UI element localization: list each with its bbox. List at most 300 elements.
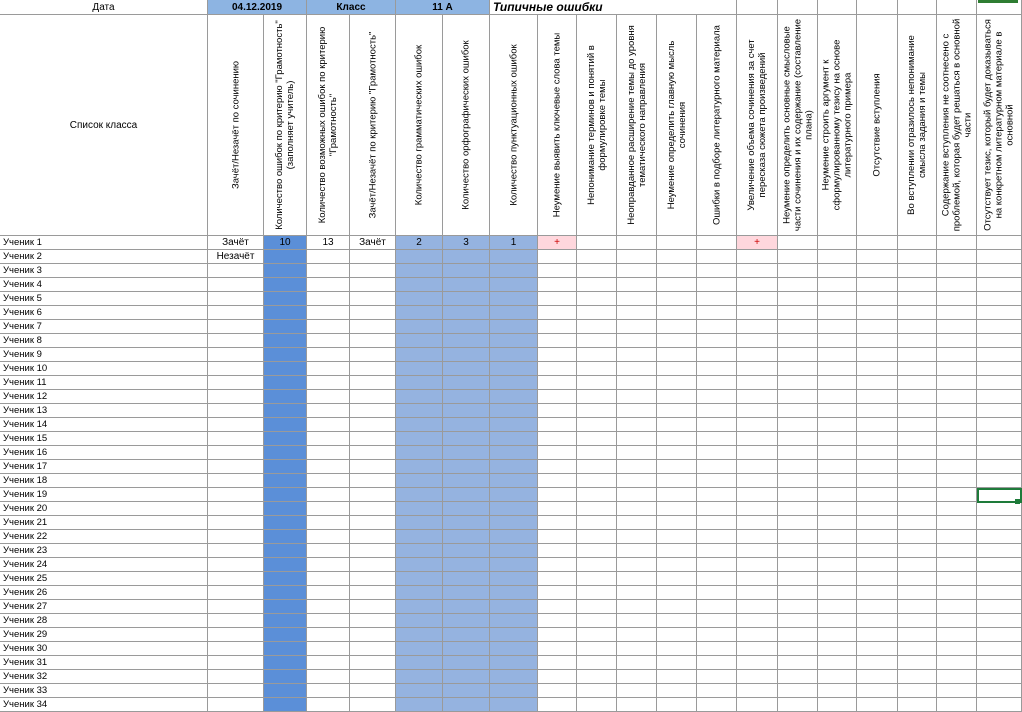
data-cell[interactable] (396, 348, 443, 362)
data-cell[interactable] (898, 614, 937, 628)
data-cell[interactable] (778, 334, 818, 348)
data-cell[interactable] (577, 362, 617, 376)
data-cell[interactable] (697, 376, 737, 390)
data-cell[interactable] (657, 474, 697, 488)
data-cell[interactable] (443, 264, 490, 278)
data-cell[interactable] (208, 320, 264, 334)
data-cell[interactable] (697, 502, 737, 516)
data-cell[interactable] (778, 236, 818, 250)
data-cell[interactable] (443, 460, 490, 474)
column-header-14[interactable] (778, 15, 818, 236)
data-cell[interactable] (898, 348, 937, 362)
data-cell[interactable] (857, 348, 898, 362)
data-cell[interactable] (577, 446, 617, 460)
data-cell[interactable] (208, 572, 264, 586)
data-cell[interactable] (617, 334, 657, 348)
data-cell[interactable] (737, 628, 778, 642)
data-cell[interactable] (818, 530, 857, 544)
data-cell[interactable] (350, 404, 396, 418)
student-name-cell[interactable] (0, 474, 208, 488)
data-cell[interactable] (737, 250, 778, 264)
data-cell[interactable] (697, 334, 737, 348)
data-cell[interactable] (818, 544, 857, 558)
data-cell[interactable] (857, 292, 898, 306)
data-cell[interactable] (657, 628, 697, 642)
data-cell[interactable] (396, 334, 443, 348)
data-cell[interactable] (396, 264, 443, 278)
data-cell[interactable] (778, 446, 818, 460)
data-cell[interactable] (490, 418, 538, 432)
data-cell[interactable] (977, 236, 1022, 250)
data-cell[interactable] (307, 362, 350, 376)
data-cell[interactable] (396, 460, 443, 474)
student-name-cell[interactable] (0, 236, 208, 250)
data-cell[interactable] (977, 572, 1022, 586)
data-cell[interactable] (737, 432, 778, 446)
data-cell[interactable] (657, 376, 697, 390)
data-cell[interactable] (208, 530, 264, 544)
data-cell[interactable] (307, 404, 350, 418)
data-cell[interactable] (697, 684, 737, 698)
student-name-cell[interactable] (0, 544, 208, 558)
data-cell[interactable] (307, 488, 350, 502)
data-cell[interactable] (898, 572, 937, 586)
data-cell[interactable] (857, 586, 898, 600)
data-cell[interactable] (977, 684, 1022, 698)
data-cell[interactable] (657, 418, 697, 432)
data-cell[interactable] (577, 614, 617, 628)
data-cell[interactable] (778, 642, 818, 656)
data-cell[interactable] (538, 390, 577, 404)
data-cell[interactable] (396, 572, 443, 586)
data-cell[interactable] (350, 250, 396, 264)
data-cell[interactable] (697, 418, 737, 432)
data-cell[interactable] (857, 488, 898, 502)
data-cell[interactable] (443, 628, 490, 642)
data-cell[interactable] (697, 670, 737, 684)
data-cell[interactable] (264, 292, 307, 306)
column-header-10[interactable] (617, 15, 657, 236)
data-cell[interactable] (898, 586, 937, 600)
data-cell[interactable] (208, 614, 264, 628)
data-cell[interactable] (490, 460, 538, 474)
empty-cell[interactable] (898, 0, 937, 15)
data-cell[interactable] (490, 488, 538, 502)
data-cell[interactable] (396, 516, 443, 530)
data-cell[interactable] (490, 264, 538, 278)
data-cell[interactable] (977, 502, 1022, 516)
data-cell[interactable] (490, 404, 538, 418)
data-cell[interactable] (977, 376, 1022, 390)
data-cell[interactable] (778, 502, 818, 516)
data-cell[interactable] (443, 516, 490, 530)
data-cell[interactable] (396, 502, 443, 516)
empty-cell[interactable] (937, 0, 977, 15)
data-cell[interactable] (350, 348, 396, 362)
data-cell[interactable] (857, 502, 898, 516)
data-cell[interactable] (264, 264, 307, 278)
data-cell[interactable] (778, 600, 818, 614)
data-cell[interactable] (617, 614, 657, 628)
data-cell[interactable] (350, 614, 396, 628)
data-cell[interactable] (577, 572, 617, 586)
data-cell[interactable] (396, 250, 443, 264)
data-cell[interactable] (737, 544, 778, 558)
data-cell[interactable] (657, 278, 697, 292)
data-cell[interactable] (208, 460, 264, 474)
data-cell[interactable] (697, 586, 737, 600)
data-cell[interactable] (697, 642, 737, 656)
data-cell[interactable] (443, 348, 490, 362)
data-cell[interactable] (937, 418, 977, 432)
data-cell[interactable] (857, 516, 898, 530)
data-cell[interactable] (396, 306, 443, 320)
data-cell[interactable] (396, 474, 443, 488)
data-cell[interactable] (490, 390, 538, 404)
data-cell[interactable] (818, 390, 857, 404)
data-cell[interactable] (977, 250, 1022, 264)
data-cell[interactable] (577, 292, 617, 306)
data-cell[interactable] (208, 446, 264, 460)
data-cell[interactable] (396, 376, 443, 390)
data-cell[interactable] (443, 684, 490, 698)
data-cell[interactable] (208, 362, 264, 376)
data-cell[interactable] (617, 670, 657, 684)
data-cell[interactable] (857, 404, 898, 418)
data-cell[interactable] (818, 684, 857, 698)
data-cell[interactable] (778, 572, 818, 586)
data-cell[interactable] (264, 530, 307, 544)
data-cell[interactable] (396, 614, 443, 628)
data-cell[interactable] (937, 530, 977, 544)
data-cell[interactable] (818, 292, 857, 306)
data-cell[interactable] (307, 614, 350, 628)
data-cell[interactable] (937, 656, 977, 670)
data-cell[interactable] (937, 488, 977, 502)
data-cell[interactable] (657, 558, 697, 572)
data-cell[interactable] (898, 656, 937, 670)
data-cell[interactable] (617, 572, 657, 586)
data-cell[interactable] (490, 558, 538, 572)
data-cell[interactable] (208, 390, 264, 404)
data-cell[interactable] (937, 334, 977, 348)
data-cell[interactable] (307, 320, 350, 334)
data-cell[interactable] (657, 656, 697, 670)
data-cell[interactable] (396, 628, 443, 642)
data-cell[interactable] (778, 362, 818, 376)
data-cell[interactable] (208, 348, 264, 362)
data-cell[interactable] (697, 348, 737, 362)
data-cell[interactable] (657, 236, 697, 250)
data-cell[interactable] (977, 446, 1022, 460)
data-cell[interactable] (443, 418, 490, 432)
data-cell[interactable] (778, 656, 818, 670)
data-cell[interactable] (657, 250, 697, 264)
data-cell[interactable] (977, 474, 1022, 488)
data-cell[interactable] (818, 376, 857, 390)
data-cell[interactable] (538, 446, 577, 460)
data-cell[interactable] (350, 264, 396, 278)
data-cell[interactable] (538, 642, 577, 656)
data-cell[interactable] (617, 250, 657, 264)
column-header-3[interactable] (307, 15, 350, 236)
data-cell[interactable] (443, 502, 490, 516)
data-cell[interactable] (617, 292, 657, 306)
data-cell[interactable] (977, 348, 1022, 362)
data-cell[interactable] (577, 236, 617, 250)
data-cell[interactable] (857, 684, 898, 698)
data-cell[interactable] (264, 348, 307, 362)
data-cell[interactable] (443, 292, 490, 306)
data-cell[interactable] (778, 684, 818, 698)
empty-cell[interactable] (778, 0, 818, 15)
data-cell[interactable] (490, 544, 538, 558)
data-cell[interactable] (617, 418, 657, 432)
data-cell[interactable] (818, 334, 857, 348)
data-cell[interactable] (657, 544, 697, 558)
data-cell[interactable] (490, 278, 538, 292)
data-cell[interactable] (737, 516, 778, 530)
student-name-cell[interactable] (0, 306, 208, 320)
data-cell[interactable] (657, 306, 697, 320)
data-cell[interactable] (857, 264, 898, 278)
data-cell[interactable] (350, 446, 396, 460)
data-cell[interactable] (538, 474, 577, 488)
data-cell[interactable] (778, 670, 818, 684)
data-cell[interactable] (977, 656, 1022, 670)
column-header-6[interactable] (443, 15, 490, 236)
data-cell[interactable] (538, 558, 577, 572)
data-cell[interactable] (264, 558, 307, 572)
data-cell[interactable] (977, 614, 1022, 628)
data-cell[interactable] (697, 544, 737, 558)
data-cell[interactable] (396, 390, 443, 404)
data-cell[interactable] (443, 446, 490, 460)
data-cell[interactable] (697, 390, 737, 404)
data-cell[interactable] (264, 418, 307, 432)
data-cell[interactable] (396, 544, 443, 558)
data-cell[interactable] (577, 530, 617, 544)
data-cell[interactable] (898, 418, 937, 432)
data-cell[interactable] (697, 558, 737, 572)
data-cell[interactable] (657, 670, 697, 684)
data-cell[interactable] (577, 628, 617, 642)
typical-errors-title[interactable] (490, 0, 737, 15)
data-cell[interactable] (818, 558, 857, 572)
student-name-cell[interactable] (0, 642, 208, 656)
data-cell[interactable] (443, 334, 490, 348)
data-cell[interactable] (857, 418, 898, 432)
data-cell[interactable] (977, 404, 1022, 418)
data-cell[interactable] (264, 460, 307, 474)
data-cell[interactable] (577, 600, 617, 614)
data-cell[interactable] (264, 670, 307, 684)
student-name-cell[interactable] (0, 502, 208, 516)
data-cell[interactable] (538, 586, 577, 600)
data-cell[interactable] (617, 404, 657, 418)
data-cell[interactable] (977, 642, 1022, 656)
data-cell[interactable] (577, 586, 617, 600)
data-cell[interactable] (208, 502, 264, 516)
data-cell[interactable] (857, 572, 898, 586)
student-name-cell[interactable] (0, 684, 208, 698)
data-cell[interactable] (307, 684, 350, 698)
data-cell[interactable] (898, 488, 937, 502)
data-cell[interactable] (577, 390, 617, 404)
data-cell[interactable] (350, 320, 396, 334)
data-cell[interactable] (898, 670, 937, 684)
data-cell[interactable] (778, 586, 818, 600)
data-cell[interactable] (490, 362, 538, 376)
data-cell[interactable] (490, 670, 538, 684)
student-name-cell[interactable] (0, 432, 208, 446)
data-cell[interactable] (937, 628, 977, 642)
data-cell[interactable] (937, 600, 977, 614)
data-cell[interactable] (657, 572, 697, 586)
data-cell[interactable] (937, 250, 977, 264)
data-cell[interactable] (208, 418, 264, 432)
data-cell[interactable] (617, 432, 657, 446)
data-cell[interactable] (264, 572, 307, 586)
data-cell[interactable] (977, 418, 1022, 432)
student-name-cell[interactable] (0, 670, 208, 684)
data-cell[interactable] (208, 474, 264, 488)
data-cell[interactable] (490, 250, 538, 264)
data-cell[interactable] (977, 278, 1022, 292)
data-cell[interactable] (490, 530, 538, 544)
data-cell[interactable] (538, 264, 577, 278)
data-cell[interactable] (396, 642, 443, 656)
empty-cell[interactable] (818, 0, 857, 15)
data-cell[interactable] (307, 558, 350, 572)
data-cell[interactable] (208, 656, 264, 670)
data-cell[interactable] (443, 390, 490, 404)
data-cell[interactable] (443, 670, 490, 684)
data-cell[interactable] (818, 446, 857, 460)
data-cell[interactable] (396, 586, 443, 600)
data-cell[interactable] (818, 586, 857, 600)
data-cell[interactable] (577, 670, 617, 684)
data-cell[interactable] (697, 250, 737, 264)
data-cell[interactable] (208, 488, 264, 502)
data-cell[interactable] (617, 516, 657, 530)
data-cell[interactable] (617, 684, 657, 698)
data-cell[interactable] (937, 404, 977, 418)
data-cell[interactable] (977, 530, 1022, 544)
class-list-header[interactable] (0, 15, 208, 236)
data-cell[interactable] (538, 348, 577, 362)
data-cell[interactable] (208, 516, 264, 530)
data-cell[interactable] (697, 278, 737, 292)
data-cell[interactable] (264, 502, 307, 516)
data-cell[interactable] (857, 362, 898, 376)
data-cell[interactable] (617, 460, 657, 474)
data-cell[interactable] (264, 488, 307, 502)
data-cell[interactable] (617, 586, 657, 600)
data-cell[interactable] (977, 558, 1022, 572)
data-cell[interactable] (350, 516, 396, 530)
data-cell[interactable] (350, 488, 396, 502)
data-cell[interactable] (657, 684, 697, 698)
data-cell[interactable] (264, 362, 307, 376)
data-cell[interactable] (264, 656, 307, 670)
data-cell[interactable] (857, 628, 898, 642)
data-cell[interactable] (490, 656, 538, 670)
data-cell[interactable] (208, 278, 264, 292)
data-cell[interactable] (443, 236, 490, 250)
data-cell[interactable] (617, 502, 657, 516)
data-cell[interactable] (937, 460, 977, 474)
data-cell[interactable] (898, 306, 937, 320)
data-cell[interactable] (778, 250, 818, 264)
data-cell[interactable] (350, 670, 396, 684)
data-cell[interactable] (538, 404, 577, 418)
data-cell[interactable] (737, 572, 778, 586)
data-cell[interactable] (264, 432, 307, 446)
data-cell[interactable] (937, 474, 977, 488)
data-cell[interactable] (937, 264, 977, 278)
data-cell[interactable] (737, 656, 778, 670)
data-cell[interactable] (538, 292, 577, 306)
data-cell[interactable] (857, 334, 898, 348)
column-header-4[interactable] (350, 15, 396, 236)
data-cell[interactable] (818, 404, 857, 418)
data-cell[interactable] (396, 530, 443, 544)
data-cell[interactable] (538, 460, 577, 474)
data-cell[interactable] (898, 292, 937, 306)
data-cell[interactable] (818, 516, 857, 530)
data-cell[interactable] (778, 488, 818, 502)
student-name-cell[interactable] (0, 334, 208, 348)
data-cell[interactable] (857, 446, 898, 460)
data-cell[interactable] (697, 656, 737, 670)
data-cell[interactable] (977, 264, 1022, 278)
data-cell[interactable] (396, 278, 443, 292)
data-cell[interactable] (264, 404, 307, 418)
data-cell[interactable] (977, 600, 1022, 614)
data-cell[interactable] (264, 236, 307, 250)
data-cell[interactable] (898, 460, 937, 474)
data-cell[interactable] (307, 418, 350, 432)
data-cell[interactable] (350, 306, 396, 320)
data-cell[interactable] (577, 502, 617, 516)
data-cell[interactable] (617, 390, 657, 404)
data-cell[interactable] (737, 292, 778, 306)
data-cell[interactable] (657, 502, 697, 516)
data-cell[interactable] (350, 278, 396, 292)
data-cell[interactable] (657, 292, 697, 306)
data-cell[interactable] (937, 642, 977, 656)
column-header-1[interactable] (208, 15, 264, 236)
data-cell[interactable] (617, 348, 657, 362)
column-header-5[interactable] (396, 15, 443, 236)
data-cell[interactable] (898, 390, 937, 404)
data-cell[interactable] (977, 628, 1022, 642)
data-cell[interactable] (657, 362, 697, 376)
data-cell[interactable] (490, 474, 538, 488)
data-cell[interactable] (577, 516, 617, 530)
data-cell[interactable] (778, 348, 818, 362)
data-cell[interactable] (937, 572, 977, 586)
data-cell[interactable] (818, 278, 857, 292)
data-cell[interactable] (264, 684, 307, 698)
data-cell[interactable] (657, 600, 697, 614)
data-cell[interactable] (657, 390, 697, 404)
data-cell[interactable] (898, 236, 937, 250)
data-cell[interactable] (538, 600, 577, 614)
data-cell[interactable] (538, 376, 577, 390)
data-cell[interactable] (350, 390, 396, 404)
